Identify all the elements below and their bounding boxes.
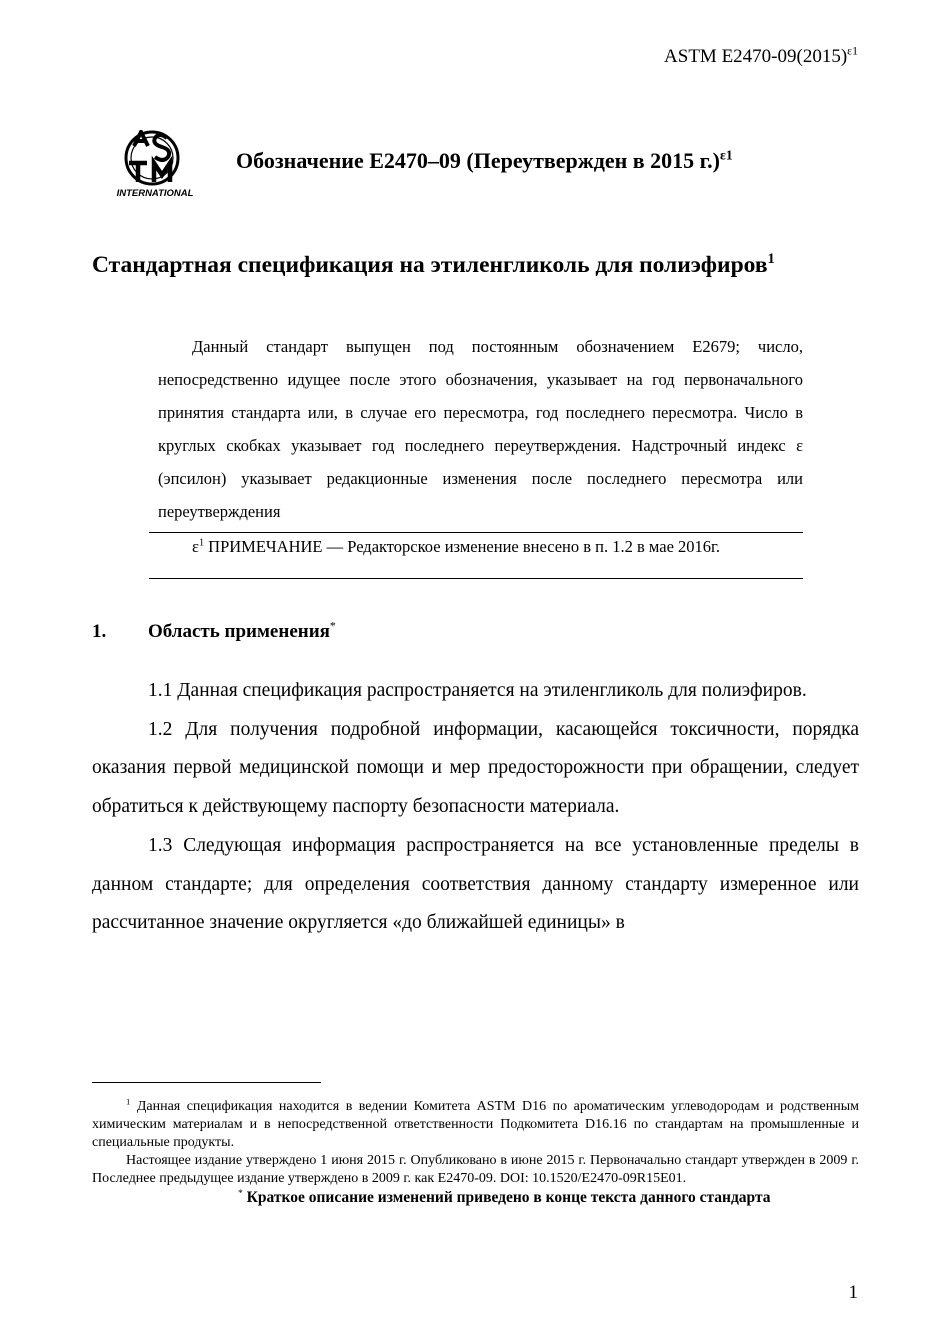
document-code-header (664, 46, 858, 68)
epsilon-superscript: 1 (198, 537, 205, 549)
section-body (92, 672, 859, 943)
footnote-1-mark: 1 (126, 1096, 131, 1107)
standard-designation (236, 148, 733, 174)
title-footnote-mark: 1 (767, 250, 775, 267)
logo-text: INTERNATIONAL (116, 188, 194, 199)
section-title: Область применения (148, 621, 330, 642)
editorial-note-text: ПРИМЕЧАНИЕ — Редакторское изменение внесено в п. 1.2 в мае 2016г. (204, 537, 721, 556)
designation-text: Обозначение Е2470–09 (Переутвержден в 2015 г.) (236, 148, 720, 173)
page-number: 1 (848, 1282, 858, 1303)
epsilon-symbol: ε (192, 537, 199, 556)
summary-mark: * (238, 1188, 243, 1200)
edition-note: Настоящее издание утверждено 1 июня 2015 г. Опубликовано в июне 2015 г. Первоначально стандарт утвержден в 2009 г. Последнее предыдущее издание утверждено в 2009 г. как E2470-09. DOI: 10.1520/E2470-09R15E01. (92, 1153, 859, 1186)
designation-superscript: ε1 (720, 147, 733, 163)
document-title (92, 252, 775, 279)
footnote-1 (92, 1098, 859, 1152)
document-code: ASTM E2470-09(2015) (664, 46, 848, 67)
editorial-note-top-rule (149, 532, 803, 533)
paragraph-1-1: 1.1 Данная спецификация распространяется на этиленгликоль для полиэфиров. (148, 680, 807, 701)
section-title-footnote-mark: * (329, 619, 336, 633)
footnote-separator (92, 1082, 321, 1083)
title-text: Стандартная спецификация на этиленгликоль для полиэфиров (92, 252, 768, 278)
paragraph-1-3: 1.3 Следующая информация распространяется на все установленные пределы в данном стандарте; для определения соответствия данному стандарту измеренное или рассчитанное значение округляется «до ближайшей единицы» в (92, 834, 859, 934)
editorial-note (158, 536, 796, 557)
summary-of-changes-note (92, 1189, 859, 1207)
footnotes (92, 1098, 859, 1207)
paragraph-1-2: 1.2 Для получения подробной информации, касающейся токсичности, порядка оказания первой медицинской помощи и мер предосторожности при обращении, следует обратиться к действующему паспорту безопасности материала. (92, 718, 859, 818)
astm-logo (112, 130, 198, 200)
astm-international-logo-icon (112, 130, 198, 200)
section-number: 1. (92, 621, 107, 642)
footnote-1-text: Данная спецификация находится в ведении Комитета ASTM D16 по ароматическим углеводородам и родственным химическим материалам и в непосредственной ответственности Подкомитета D16.16 по стандартам на промышленные и специальные продукты. (92, 1099, 859, 1150)
section-heading (148, 621, 336, 643)
issuance-note: Данный стандарт выпущен под постоянным обозначением Е2679; число, непосредственно идущее после этого обозначения, указывает на год первоначального принятия стандарта или, в случае его пересмотра, год последнего пересмотра. Число в круглых скобках указывает год последнего переутверждения. Надстрочный индекс ε (эпсилон) указывает редакционные изменения после последнего пересмотра или переутверждения (158, 337, 803, 521)
document-code-superscript: ε1 (847, 44, 858, 58)
editorial-note-bottom-rule (149, 578, 803, 579)
summary-text: Краткое описание изменений приведено в конце текста данного стандарта (242, 1189, 771, 1206)
